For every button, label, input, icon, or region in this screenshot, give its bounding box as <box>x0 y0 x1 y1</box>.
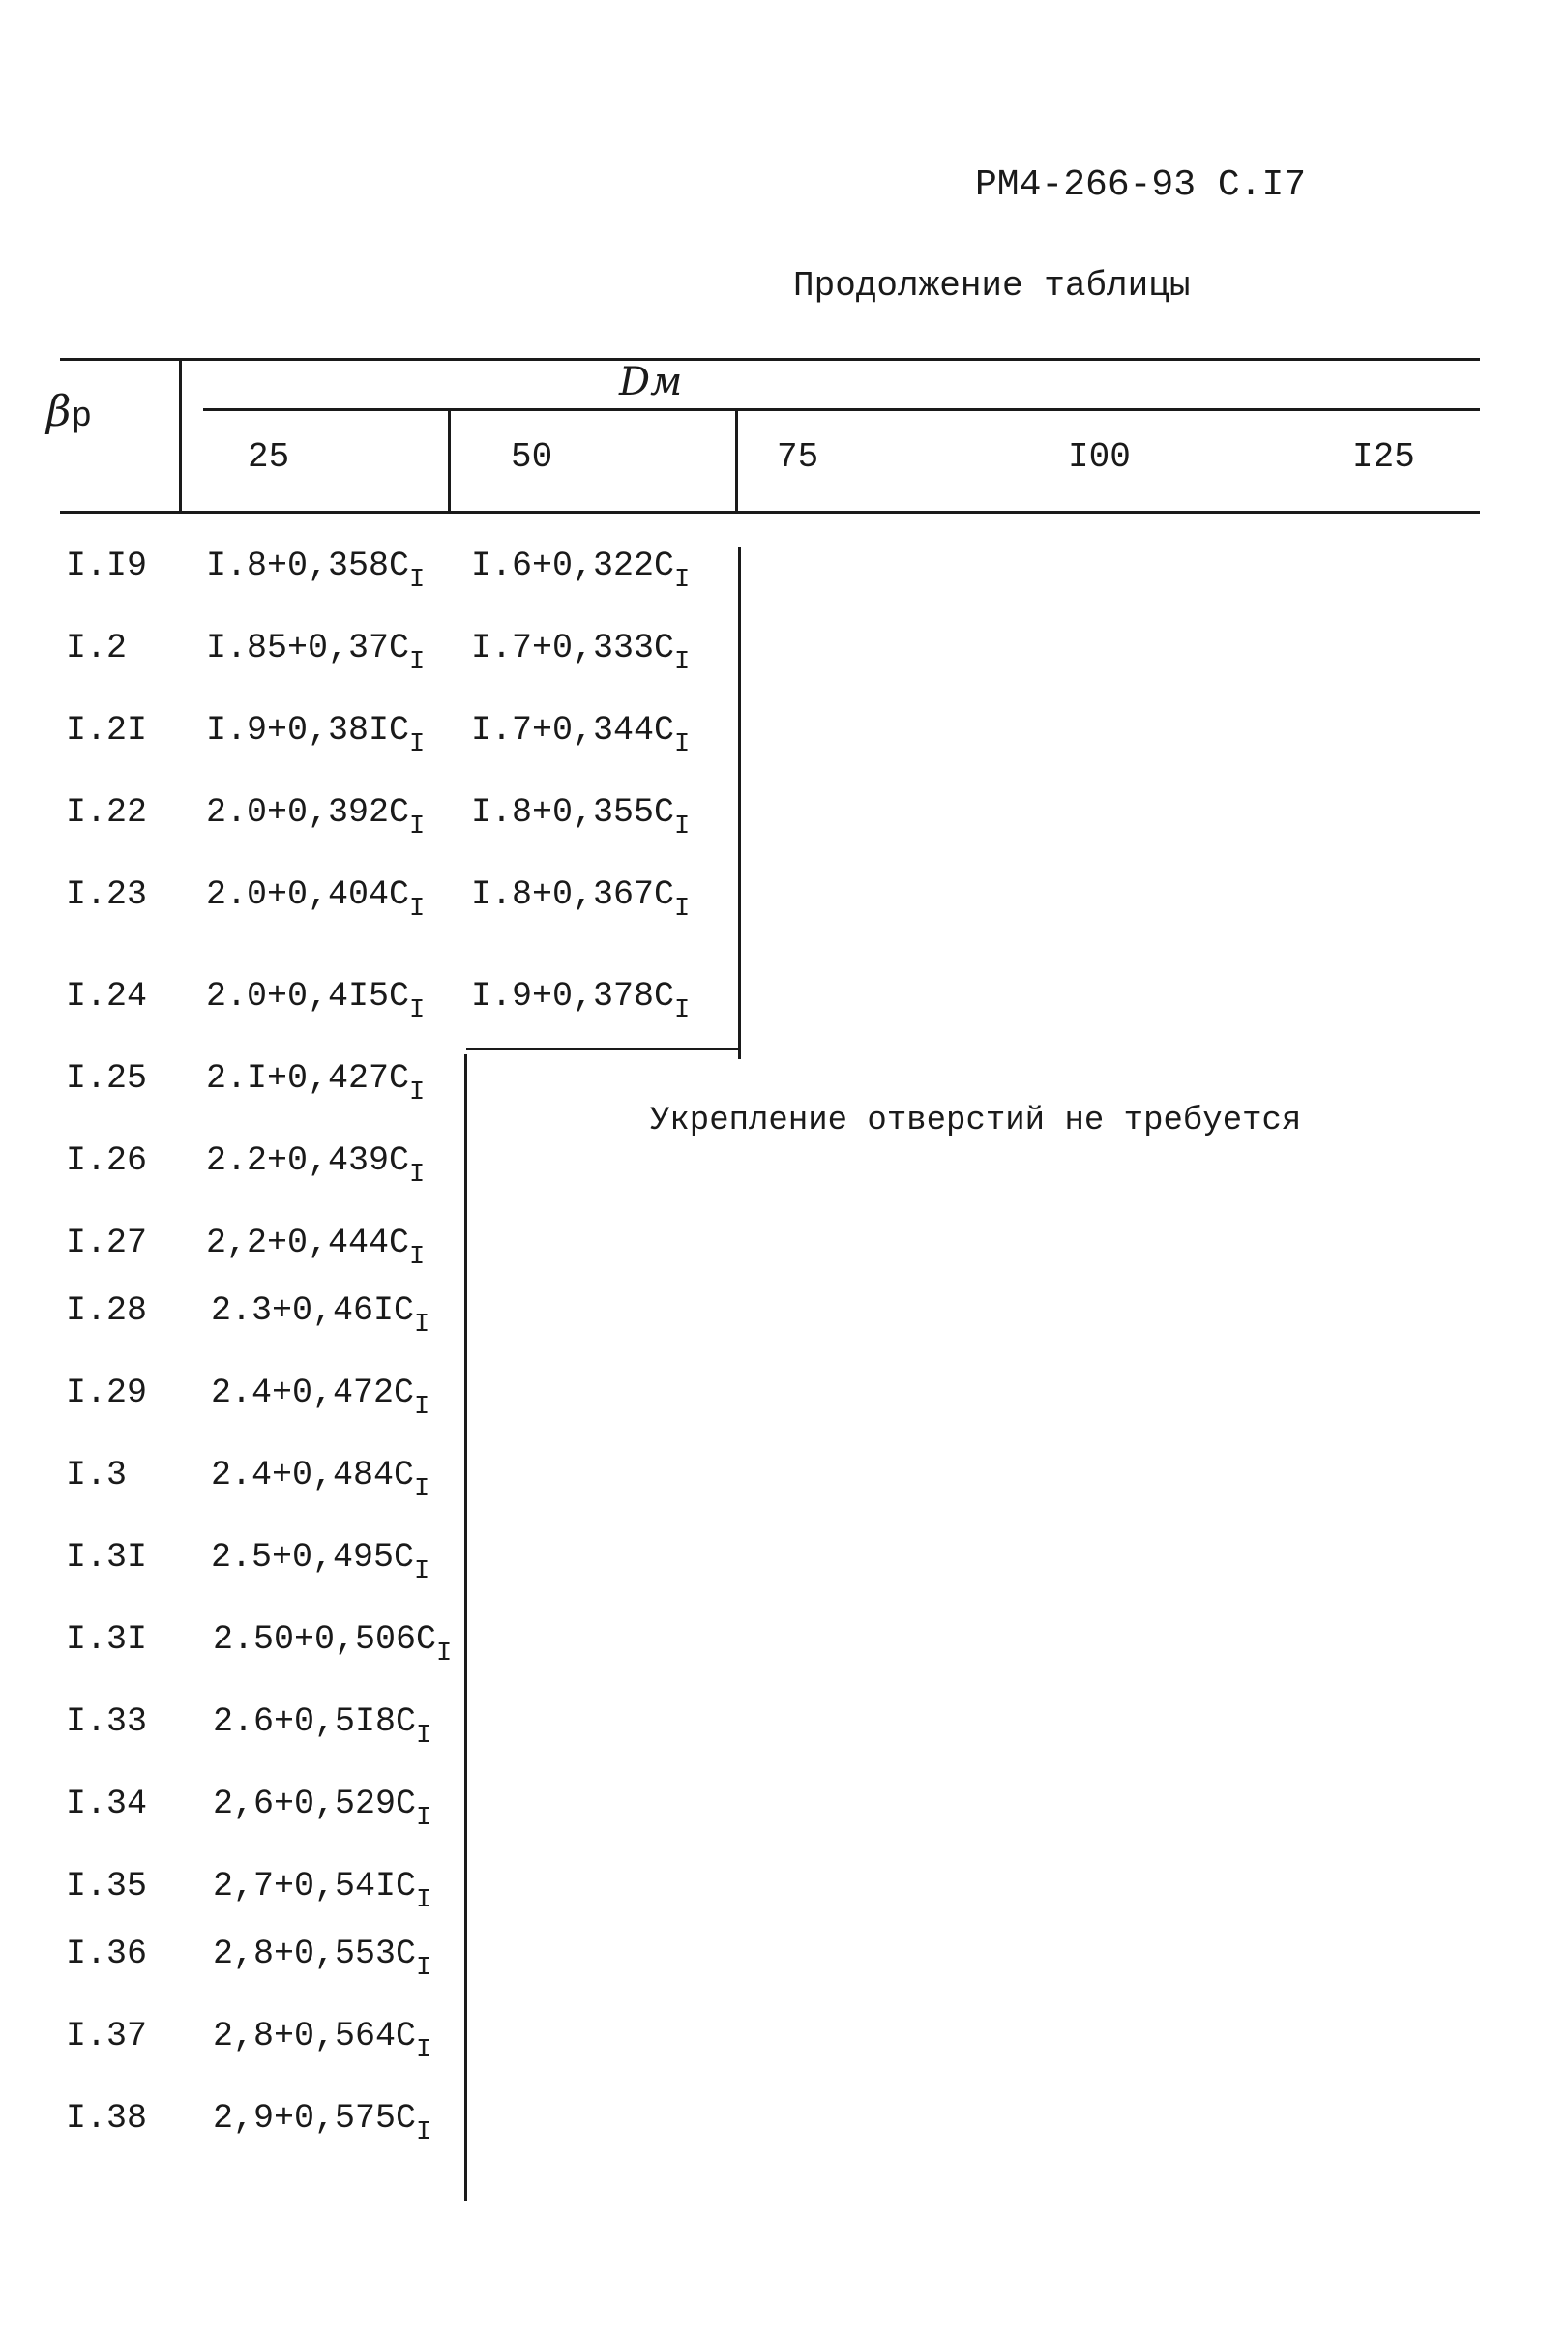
row-bp-value: I.34 <box>66 1785 148 1823</box>
cell-dn-25 <box>213 1867 431 1915</box>
formula-text: 2.0+0,392C <box>206 793 410 832</box>
row-bp-value: I.I9 <box>66 547 148 585</box>
row-bp-value: I.28 <box>66 1291 148 1330</box>
cell-dn-25 <box>211 1538 429 1586</box>
table-top-rule <box>60 358 1480 361</box>
formula-text: 2.3+0,46IC <box>211 1291 415 1330</box>
formula-subscript: I <box>674 730 691 759</box>
row-bp-value: I.26 <box>66 1141 148 1180</box>
row-header-divider <box>179 360 182 513</box>
cell-dn-25 <box>206 1059 425 1108</box>
cell-dn-25 <box>206 875 425 924</box>
formula-subscript: I <box>674 812 691 842</box>
cell-dn-50 <box>471 711 690 759</box>
formula-text: 2.0+0,404C <box>206 875 410 914</box>
formula-subscript: I <box>416 1886 432 1915</box>
column-header-25: 25 <box>248 437 290 477</box>
cell-dn-25 <box>213 2017 431 2065</box>
row-bp-value: I.37 <box>66 2017 148 2055</box>
table-continuation-title: Продолжение таблицы <box>793 266 1191 306</box>
formula-subscript: I <box>409 1161 426 1190</box>
formula-text: I.8+0,367C <box>471 875 675 914</box>
column-header-125: I25 <box>1352 437 1415 477</box>
row-bp-value: I.2I <box>66 711 148 750</box>
row-bp-value: I.2 <box>66 629 128 667</box>
formula-text: 2.6+0,5I8C <box>213 1702 417 1741</box>
body-step-rule <box>466 1048 741 1050</box>
formula-subscript: I <box>436 1640 453 1669</box>
formula-text: 2.4+0,484C <box>211 1456 415 1494</box>
formula-subscript: I <box>409 895 426 924</box>
row-bp-value: I.3 <box>66 1456 128 1494</box>
cell-dn-25 <box>206 1224 425 1272</box>
row-bp-value: I.22 <box>66 793 148 832</box>
col-divider-25-50 <box>448 410 451 513</box>
formula-text: 2.0+0,4I5C <box>206 977 410 1016</box>
formula-subscript: I <box>416 1954 432 1983</box>
row-bp-value: I.23 <box>66 875 148 914</box>
formula-text: 2.I+0,427C <box>206 1059 410 1098</box>
formula-text: 2.2+0,439C <box>206 1141 410 1180</box>
cell-dn-25 <box>206 1141 425 1190</box>
body-divider-50-75 <box>738 547 741 1059</box>
formula-subscript: I <box>409 648 426 677</box>
formula-text: 2,6+0,529C <box>213 1785 417 1823</box>
formula-subscript: I <box>414 1475 430 1504</box>
row-bp-value: I.25 <box>66 1059 148 1098</box>
col-divider-50-75 <box>735 410 738 513</box>
cell-dn-50 <box>471 977 690 1025</box>
row-bp-value: I.3I <box>66 1620 148 1659</box>
dn-group-header: Dм <box>619 360 683 404</box>
beta-subscript: р <box>71 397 93 436</box>
row-bp-value: I.35 <box>66 1867 148 1906</box>
no-reinforcement-note: Укрепление отверстий не требуется <box>650 1103 1302 1139</box>
beta-p-header <box>46 387 92 436</box>
cell-dn-25 <box>211 1291 429 1340</box>
formula-subscript: I <box>409 730 426 759</box>
row-bp-value: I.27 <box>66 1224 148 1262</box>
cell-dn-25 <box>206 547 425 595</box>
column-header-100: I00 <box>1068 437 1131 477</box>
cell-dn-25 <box>206 977 425 1025</box>
beta-symbol: β <box>46 387 72 436</box>
formula-text: I.85+0,37C <box>206 629 410 667</box>
formula-text: 2.4+0,472C <box>211 1374 415 1412</box>
cell-dn-25 <box>206 629 425 677</box>
formula-subscript: I <box>414 1311 430 1340</box>
formula-text: 2,7+0,54IC <box>213 1867 417 1906</box>
header-bottom-rule <box>60 511 1480 514</box>
cell-dn-25 <box>213 2099 431 2147</box>
cell-dn-25 <box>213 1935 431 1983</box>
formula-text: I.7+0,344C <box>471 711 675 750</box>
formula-text: I.7+0,333C <box>471 629 675 667</box>
row-bp-value: I.29 <box>66 1374 148 1412</box>
row-bp-value: I.24 <box>66 977 148 1016</box>
group-header-rule <box>203 408 1480 411</box>
body-divider-25-50 <box>464 1054 467 2201</box>
formula-subscript: I <box>674 648 691 677</box>
formula-subscript: I <box>416 2036 432 2065</box>
formula-text: 2,8+0,564C <box>213 2017 417 2055</box>
row-bp-value: I.38 <box>66 2099 148 2138</box>
formula-subscript: I <box>674 996 691 1025</box>
formula-subscript: I <box>409 812 426 842</box>
formula-text: I.9+0,38IC <box>206 711 410 750</box>
formula-subscript: I <box>414 1557 430 1586</box>
cell-dn-25 <box>211 1374 429 1422</box>
cell-dn-50 <box>471 547 690 595</box>
cell-dn-25 <box>213 1620 452 1669</box>
formula-subscript: I <box>414 1393 430 1422</box>
cell-dn-50 <box>471 629 690 677</box>
column-header-75: 75 <box>777 437 819 477</box>
row-bp-value: I.33 <box>66 1702 148 1741</box>
formula-text: 2,8+0,553C <box>213 1935 417 1973</box>
formula-text: I.8+0,355C <box>471 793 675 832</box>
formula-subscript: I <box>416 2118 432 2147</box>
cell-dn-50 <box>471 793 690 842</box>
column-header-50: 50 <box>511 437 553 477</box>
cell-dn-25 <box>211 1456 429 1504</box>
formula-text: 2,9+0,575C <box>213 2099 417 2138</box>
document-code: РМ4-266-93 С.I7 <box>975 164 1307 206</box>
formula-subscript: I <box>674 895 691 924</box>
formula-text: I.9+0,378C <box>471 977 675 1016</box>
formula-text: I.8+0,358C <box>206 547 410 585</box>
formula-text: 2,2+0,444C <box>206 1224 410 1262</box>
cell-dn-25 <box>206 711 425 759</box>
formula-text: 2.50+0,506C <box>213 1620 437 1659</box>
formula-subscript: I <box>416 1722 432 1751</box>
formula-subscript: I <box>416 1804 432 1833</box>
cell-dn-25 <box>213 1702 431 1751</box>
formula-subscript: I <box>409 566 426 595</box>
formula-subscript: I <box>409 1078 426 1108</box>
formula-text: I.6+0,322C <box>471 547 675 585</box>
formula-subscript: I <box>409 1243 426 1272</box>
cell-dn-25 <box>206 793 425 842</box>
cell-dn-25 <box>213 1785 431 1833</box>
cell-dn-50 <box>471 875 690 924</box>
row-bp-value: I.36 <box>66 1935 148 1973</box>
row-bp-value: I.3I <box>66 1538 148 1577</box>
formula-subscript: I <box>674 566 691 595</box>
formula-text: 2.5+0,495C <box>211 1538 415 1577</box>
formula-subscript: I <box>409 996 426 1025</box>
